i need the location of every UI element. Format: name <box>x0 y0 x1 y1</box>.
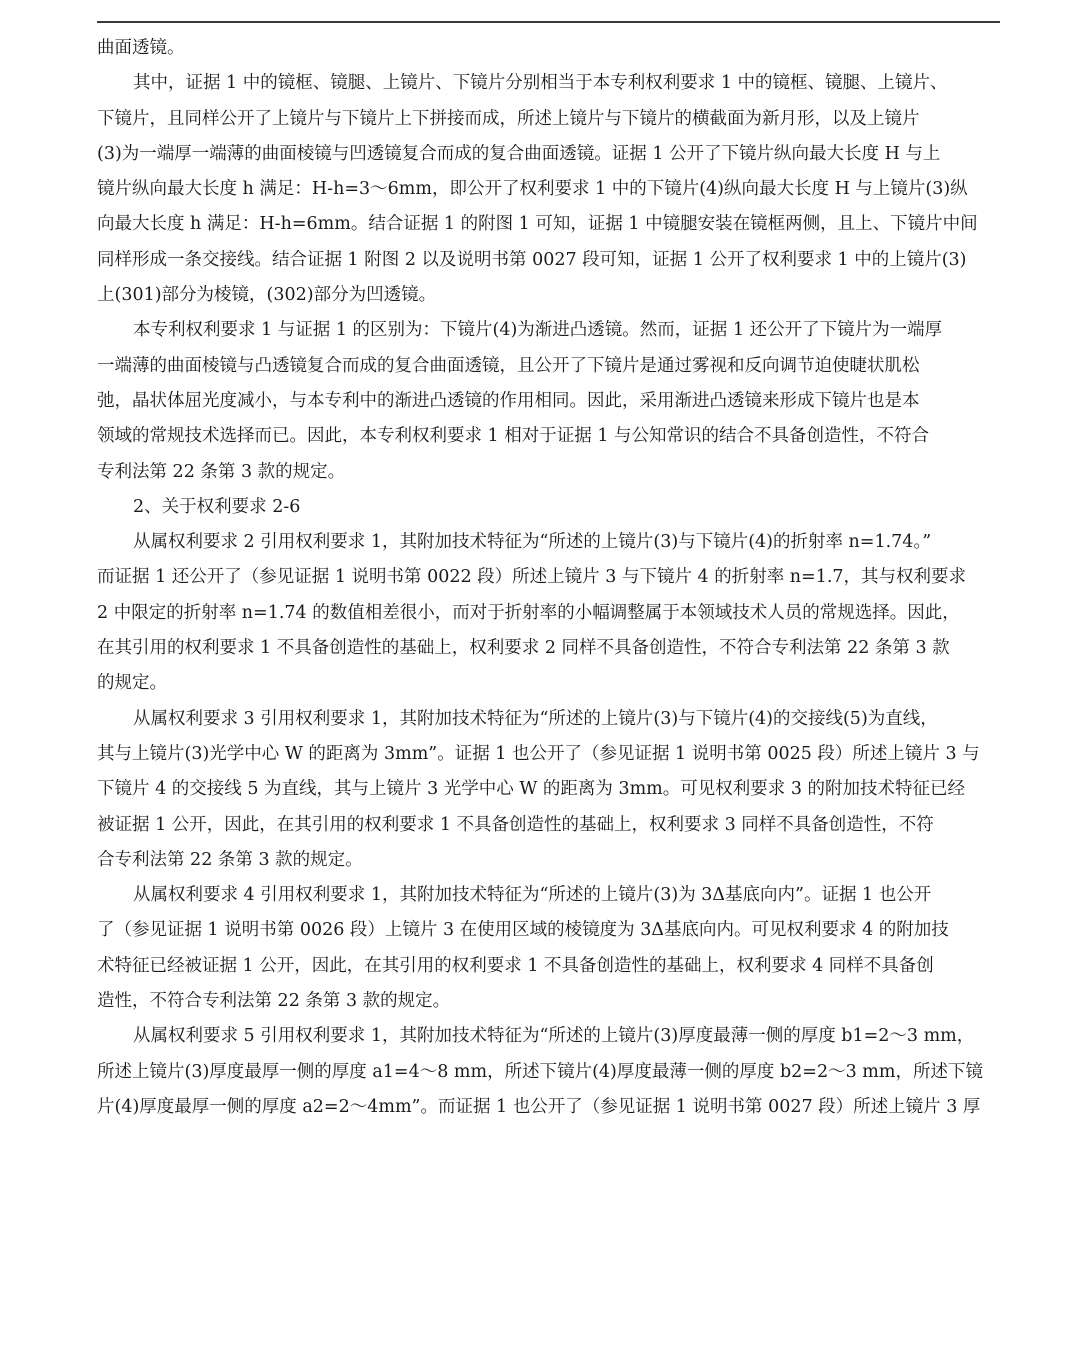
text-line: 所述上镜片(3)厚度最厚一侧的厚度 a1=4～8 mm，所述下镜片(4)厚度最薄一侧的厚度 b2=2～3 mm，所述下镜 <box>97 1061 983 1082</box>
text-line: 其中，证据 1 中的镜框、镜腿、上镜片、下镜片分别相当于本专利权利要求 1 中的镜框、镜腿、上镜片、 <box>133 73 948 94</box>
text-line: 的规定。 <box>97 673 167 694</box>
document-body <box>97 31 1000 1125</box>
text-line: 在其引用的权利要求 1 不具备创造性的基础上，权利要求 2 同样不具备创造性，不符合专利法第 22 条第 3 款 <box>97 638 950 659</box>
text-line: 而证据 1 还公开了（参见证据 1 说明书第 0022 段）所述上镜片 3 与下镜片 4 的折射率 n=1.7，其与权利要求 <box>97 567 967 588</box>
text-line: 2、关于权利要求 2-6 <box>133 496 301 517</box>
text-line: 向最大长度 h 满足：H-h=6mm。结合证据 1 的附图 1 可知，证据 1 中镜腿安装在镜框两侧，且上、下镜片中间 <box>97 214 978 235</box>
text-line: 被证据 1 公开，因此，在其引用的权利要求 1 不具备创造性的基础上，权利要求 3 同样不具备创造性，不符 <box>97 814 934 835</box>
text-line: 同样形成一条交接线。结合证据 1 附图 2 以及说明书第 0027 段可知，证据 1 公开了权利要求 1 中的上镜片(3) <box>97 249 967 270</box>
text-line: 下镜片 4 的交接线 5 为直线，其与上镜片 3 光学中心 W 的距离为 3mm。可见权利要求 3 的附加技术特征已经 <box>97 779 966 800</box>
text-line: 片(4)厚度最厚一侧的厚度 a2=2～4mm”。而证据 1 也公开了（参见证据 1 说明书第 0027 段）所述上镜片 3 厚 <box>97 1096 981 1117</box>
text-line: 2 中限定的折射率 n=1.74 的数值相差很小，而对于折射率的小幅调整属于本领域技术人员的常规选择。因此， <box>97 602 960 623</box>
text-line: 上(301)部分为棱镜，(302)部分为凹透镜。 <box>97 285 437 306</box>
text-line: 专利法第 22 条第 3 款的规定。 <box>97 461 346 482</box>
text-line: 了（参见证据 1 说明书第 0026 段）上镜片 3 在使用区域的棱镜度为 3Δ基底向内。可见权利要求 4 的附加技 <box>97 920 949 941</box>
text-line: 曲面透镜。 <box>97 38 185 58</box>
text-line: 造性，不符合专利法第 22 条第 3 款的规定。 <box>97 991 451 1012</box>
text-line: (3)为一端厚一端薄的曲面棱镜与凹透镜复合而成的复合曲面透镜。证据 1 公开了下镜片纵向最大长度 H 与上 <box>97 143 941 164</box>
text-line: 下镜片，且同样公开了上镜片与下镜片上下拼接而成，所述上镜片与下镜片的横截面为新月形，以及上镜片 <box>97 108 920 129</box>
text-line: 一端薄的曲面棱镜与凸透镜复合而成的复合曲面透镜，且公开了下镜片是通过雾视和反向调节迫使睫状肌松 <box>97 355 920 376</box>
text-line: 镜片纵向最大长度 h 满足：H-h=3～6mm，即公开了权利要求 1 中的下镜片(4)纵向最大长度 H 与上镜片(3)纵 <box>97 179 968 200</box>
text-line: 领域的常规技术选择而已。因此，本专利权利要求 1 相对于证据 1 与公知常识的结合不具备创造性，不符合 <box>97 426 930 447</box>
text-line: 从属权利要求 2 引用权利要求 1，其附加技术特征为“所述的上镜片(3)与下镜片(4)的折射率 n=1.74。” <box>133 532 932 553</box>
header-rule <box>97 21 1000 23</box>
text-line: 其与上镜片(3)光学中心 W 的距离为 3mm”。证据 1 也公开了（参见证据 1 说明书第 0025 段）所述上镜片 3 与 <box>97 743 980 764</box>
text-line: 合专利法第 22 条第 3 款的规定。 <box>97 849 363 870</box>
text-line: 本专利权利要求 1 与证据 1 的区别为：下镜片(4)为渐进凸透镜。然而，证据 1 还公开了下镜片为一端厚 <box>133 320 943 341</box>
text-line: 从属权利要求 5 引用权利要求 1，其附加技术特征为“所述的上镜片(3)厚度最薄一侧的厚度 b1=2～3 mm， <box>133 1026 975 1047</box>
text-line: 弛，晶状体屈光度减小，与本专利中的渐进凸透镜的作用相同。因此，采用渐进凸透镜来形成下镜片也是本 <box>97 390 920 411</box>
text-line: 从属权利要求 3 引用权利要求 1，其附加技术特征为“所述的上镜片(3)与下镜片(4)的交接线(5)为直线， <box>133 708 938 729</box>
text-line: 从属权利要求 4 引用权利要求 1，其附加技术特征为“所述的上镜片(3)为 3Δ基底向内”。证据 1 也公开 <box>133 885 932 906</box>
text-line: 术特征已经被证据 1 公开，因此，在其引用的权利要求 1 不具备创造性的基础上，权利要求 4 同样不具备创 <box>97 955 934 976</box>
